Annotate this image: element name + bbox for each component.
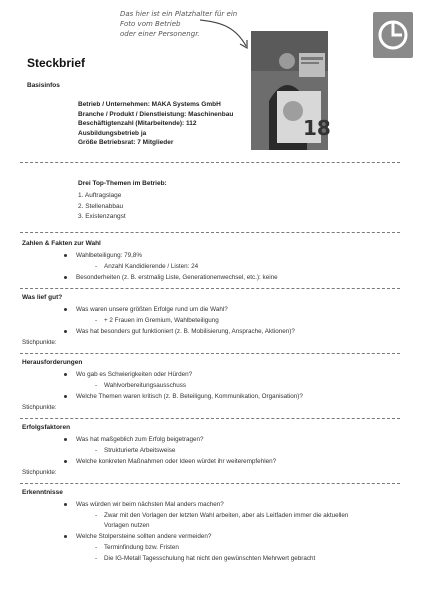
sub-text: Anzahl Kandidierende / Listen: 24 [104, 263, 199, 270]
basis-line: Ausbildungsbetrieb ja [78, 129, 147, 137]
divider [20, 483, 400, 484]
erfolgsfaktoren-heading: Erfolgsfaktoren [22, 424, 71, 431]
bullet-text: Wo gab es Schwierigkeiten oder Hürden? [76, 371, 193, 378]
bullet-text: Wahlbeteiligung: 79,8% [76, 252, 142, 259]
sub-item [95, 544, 179, 551]
arrow-icon [196, 14, 256, 54]
dash-icon: - [95, 544, 98, 551]
basis-line: Branche / Produkt / Dienstleistung: Maschinenbau [78, 110, 234, 118]
note-line-2: Foto vom Betrieb [120, 20, 181, 28]
divider [20, 162, 400, 163]
divider [20, 418, 400, 419]
basis-line: Betrieb / Unternehmen: MAKA Systems GmbH [78, 101, 221, 108]
list-item [76, 501, 224, 508]
list-item [76, 306, 228, 313]
list-item [76, 274, 278, 281]
bullet-text: Was waren unsere größten Erfolge rund um die Wahl? [76, 306, 228, 313]
list-item [76, 533, 211, 540]
bullet-text: Was hat besonders gut funktioniert (z. B. Mobilisierung, Ansprache, Aktionen)? [76, 328, 295, 335]
note-line-3: oder einer Personengr. [120, 30, 200, 38]
top-themen-heading: Drei Top-Themen im Betrieb: [78, 180, 167, 187]
sub-text: Zwar mit den Vorlagen der letzten Wahl arbeiten, aber als Leitfaden immer die aktuellen [104, 512, 349, 519]
was-lief-gut-heading: Was lief gut? [22, 294, 63, 301]
bullet-text: Was hat maßgeblich zum Erfolg beigetragen? [76, 436, 204, 443]
stichpunkte-label: Stichpunkte: [22, 339, 57, 346]
bullet-icon [64, 330, 67, 333]
stichpunkte-label: Stichpunkte: [22, 469, 57, 476]
list-item [76, 252, 142, 259]
bullet-icon [64, 460, 67, 463]
note-line-1: Das hier ist ein Platzhalter für ein [120, 10, 238, 18]
dash-icon: - [95, 263, 98, 270]
bullet-icon [64, 308, 67, 311]
bullet-icon [64, 276, 67, 279]
sub-item [95, 317, 219, 324]
basis-line: Größe Betriebsrat: 7 Mitglieder [78, 139, 174, 147]
ig-metall-logo [373, 12, 413, 58]
list-item [76, 458, 276, 465]
basisinfos-list [78, 100, 233, 148]
sub-item [95, 512, 349, 519]
sub-text: + 2 Frauen im Gremium, Wahlbeteiligung [104, 317, 219, 324]
bullet-icon [64, 438, 67, 441]
list-item [76, 393, 303, 400]
sub-text: Die IG-Metall Tagesschulung hat nicht den gewünschten Mehrwert gebracht [104, 555, 316, 562]
divider [20, 353, 400, 354]
sub-text: Wahlvorbereitungsausschuss [104, 382, 187, 389]
bullet-text: Welche Stolpersteine sollten andere vermeiden? [76, 533, 212, 540]
sub-item [95, 382, 187, 389]
stichpunkte-label: Stichpunkte: [22, 404, 57, 411]
dash-icon: - [95, 555, 98, 562]
bullet-text: Besonderheiten (z. B. erstmalig Liste, Generationenwechsel, etc.): keine [76, 274, 278, 281]
bullet-text: Welche konkreten Maßnahmen oder Ideen würdet ihr weiterempfehlen? [76, 458, 277, 465]
list-item: 3. Existenzangst [78, 213, 126, 220]
bullet-icon [64, 503, 67, 506]
bullet-icon [64, 254, 67, 257]
sub-text: Terminfindung bzw. Fristen [104, 544, 179, 551]
zahlen-fakten-heading: Zahlen & Fakten zur Wahl [22, 240, 101, 247]
divider [20, 232, 400, 233]
bullet-text: Welche Themen waren kritisch (z. B. Beteiligung, Kommunikation, Organisation)? [76, 393, 303, 400]
top-themen-list [78, 191, 126, 223]
list-item [76, 371, 192, 378]
divider [20, 288, 400, 289]
dash-icon: - [95, 512, 98, 519]
poster-number: 18 [303, 116, 331, 140]
dash-icon: - [95, 447, 98, 454]
bullet-icon [64, 373, 67, 376]
basisinfos-heading: Basisinfos [27, 82, 60, 89]
dash-icon: - [95, 317, 98, 324]
sub-text: Strukturierte Arbeitsweise [104, 447, 176, 454]
sub-item-continuation: Vorlagen nutzen [104, 522, 150, 529]
list-item: 2. Stellenabbau [78, 202, 124, 210]
list-item: 1. Auftragslage [78, 192, 122, 199]
list-item [76, 328, 295, 335]
page-title: Steckbrief [27, 56, 86, 70]
bullet-icon [64, 395, 67, 398]
sub-item [95, 263, 199, 270]
bullet-icon [64, 535, 67, 538]
basis-line: Beschäftigtenzahl (Mitarbeitende): 112 [78, 120, 197, 128]
bullet-text: Was würden wir beim nächsten Mal anders machen? [76, 501, 224, 508]
sub-item [95, 555, 316, 562]
herausforderungen-heading: Herausforderungen [22, 359, 83, 366]
dash-icon: - [95, 382, 98, 389]
sub-item [95, 447, 176, 454]
list-item [76, 436, 204, 443]
erkenntnisse-heading: Erkenntnisse [22, 489, 63, 496]
company-photo [251, 31, 331, 150]
